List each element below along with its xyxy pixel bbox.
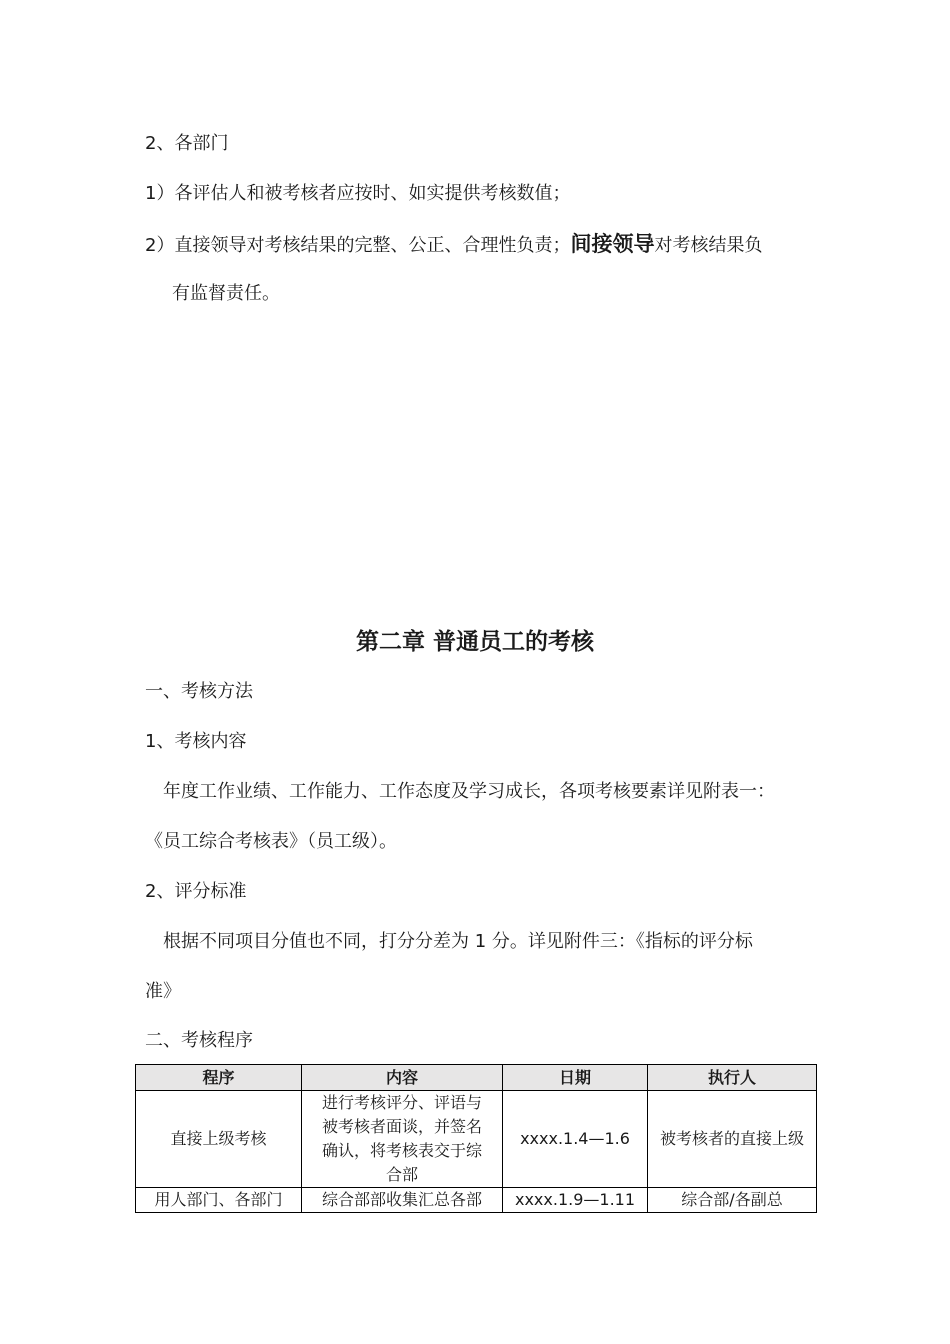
cell-date: xxxx.1.4—1.6 (503, 1091, 648, 1188)
scoring-paragraph-line1: 根据不同项目分值也不同，打分分差为 1 分。详见附件三：《指标的评分标 (163, 931, 753, 952)
procedure-table (135, 1064, 817, 1213)
cell-content: 综合部部收集汇总各部 (302, 1188, 503, 1213)
list-item-2-bold: 间接领导 (570, 232, 655, 256)
cell-executor: 综合部/各副总 (648, 1188, 817, 1213)
table-row (136, 1188, 817, 1213)
section-heading-departments: 2、各部门 (145, 133, 229, 154)
list-item-2-tail: 对考核结果负 (654, 235, 763, 256)
header-content: 内容 (302, 1065, 503, 1091)
cell-executor: 被考核者的直接上级 (648, 1091, 817, 1188)
scoring-paragraph-line2: 准》 (145, 981, 181, 1002)
chapter-title: 第二章 普通员工的考核 (355, 629, 594, 655)
content-paragraph-line2: 《员工综合考核表》（员工级）。 (145, 831, 397, 852)
method-heading: 一、考核方法 (145, 681, 253, 702)
scoring-heading: 2、评分标准 (145, 881, 247, 902)
list-item-2-text: 2）直接领导对考核结果的完整、公正、合理性负责； (145, 235, 571, 256)
list-item-2 (145, 231, 762, 259)
cell-date: xxxx.1.9—1.11 (503, 1188, 648, 1213)
list-item-2-continued: 有监督责任。 (172, 283, 280, 304)
header-procedure: 程序 (136, 1065, 302, 1091)
content-paragraph-line1: 年度工作业绩、工作能力、工作态度及学习成长，各项考核要素详见附表一： (163, 781, 775, 802)
cell-content: 进行考核评分、评语与被考核者面谈，并签名确认，将考核表交于综合部 (302, 1091, 503, 1188)
list-item-1: 1）各评估人和被考核者应按时、如实提供考核数值； (145, 183, 571, 204)
content-heading: 1、考核内容 (145, 731, 247, 752)
header-executor: 执行人 (648, 1065, 817, 1091)
cell-procedure: 用人部门、各部门 (136, 1188, 302, 1213)
table-header-row (136, 1065, 817, 1091)
cell-procedure: 直接上级考核 (136, 1091, 302, 1188)
header-date: 日期 (503, 1065, 648, 1091)
procedure-heading: 二、考核程序 (145, 1030, 253, 1051)
table-row (136, 1091, 817, 1188)
